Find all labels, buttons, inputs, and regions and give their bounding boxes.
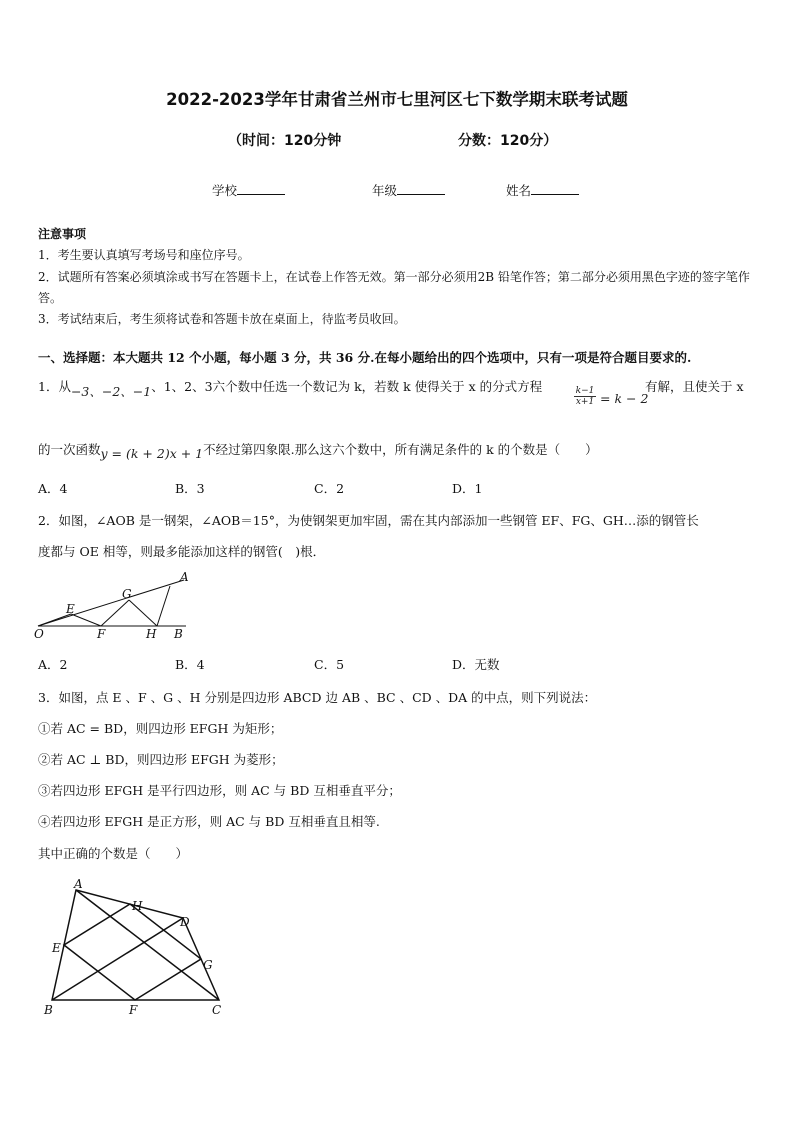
q1-choice-c[interactable]: C．2 bbox=[314, 481, 345, 496]
label-h: H bbox=[146, 627, 157, 641]
q2-choice-a[interactable]: A．2 bbox=[38, 657, 68, 672]
exam-score: 分数：120分） bbox=[458, 133, 558, 149]
q1-text-end: 有解，且使关于 x bbox=[645, 379, 744, 394]
q1-fraction bbox=[574, 386, 596, 407]
school-field bbox=[212, 181, 285, 199]
grade-blank bbox=[397, 182, 445, 195]
q2-choice-c[interactable]: C．5 bbox=[314, 657, 345, 672]
q1-frac-den: x+1 bbox=[575, 397, 595, 407]
grade-field bbox=[372, 181, 445, 199]
q2-figure bbox=[34, 568, 204, 642]
q1-line1 bbox=[38, 377, 543, 399]
notes-heading: 注意事项 bbox=[38, 227, 87, 241]
label-d: D bbox=[180, 915, 190, 929]
segment-ef bbox=[71, 614, 101, 626]
q2-line2: 度都与 OE 相等，则最多能添加这样的钢管( )根． bbox=[38, 544, 326, 559]
q3-statement-1: ①若 AC = BD，则四边形 EFGH 为矩形； bbox=[38, 721, 283, 736]
label-g: G bbox=[122, 587, 132, 601]
label-b: B bbox=[44, 1003, 53, 1017]
segment-fg bbox=[101, 600, 129, 626]
q1-line2 bbox=[38, 440, 598, 461]
exam-time: （时间：120分钟 bbox=[228, 133, 342, 149]
q2-choice-d[interactable]: D．无数 bbox=[452, 657, 500, 672]
q1-text: 不经过第四象限.那么这六个数中，所有满足条件的 k 的个数是（ ） bbox=[203, 442, 598, 457]
school-label: 学校 bbox=[212, 183, 238, 198]
q1-text: 1．从 bbox=[38, 379, 71, 394]
name-label: 姓名 bbox=[506, 183, 532, 198]
q2-line1: 2．如图，∠AOB 是一钢架，∠AOB＝15°，为使钢架更加牢固，需在其内部添加一些钢管 EF、FG、GH…添的钢管长 bbox=[38, 513, 699, 528]
q1-eq-rhs: = k − 2 bbox=[600, 391, 649, 406]
label-e: E bbox=[66, 602, 75, 616]
q1-choice-a[interactable]: A．4 bbox=[38, 481, 68, 496]
ray-oa bbox=[38, 580, 184, 626]
q3-line1: 3．如图，点 E 、F 、G 、H 分别是四边形 ABCD 边 AB 、BC 、CD 、DA 的中点，则下列说法： bbox=[38, 690, 597, 705]
section-heading: 一、选择题：本大题共 12 个小题，每小题 3 分，共 36 分.在每小题给出的四个选项中，只有一项是符合题目要求的. bbox=[38, 350, 692, 365]
q3-statement-2: ②若 AC ⊥ BD，则四边形 EFGH 为菱形； bbox=[38, 752, 284, 767]
name-blank bbox=[531, 182, 579, 195]
q1-text: 、1、2、3六个数中任选一个数记为 k，若数 k 使得关于 x 的分式方程 bbox=[151, 379, 543, 394]
note-item: 2．试题所有答案必须填涂或书写在答题卡上，在试卷上作答无效。第一部分必须用2B 铅笔作答；第二部分必须用黑色字迹的签字笔作答。 bbox=[38, 269, 750, 305]
name-field bbox=[506, 181, 579, 199]
segment-h-next bbox=[157, 586, 170, 626]
notes-block bbox=[38, 224, 760, 330]
label-f: F bbox=[129, 1003, 138, 1017]
page-title: 2022-2023学年甘肃省兰州市七里河区七下数学期末联考试题 bbox=[166, 90, 628, 109]
q1-function: y = (k + 2)x + 1 bbox=[100, 446, 204, 461]
label-g: G bbox=[203, 958, 213, 972]
label-a: A bbox=[74, 877, 83, 891]
diagonal-ac bbox=[76, 890, 219, 1000]
q3-statement-3: ③若四边形 EFGH 是平行四边形，则 AC 与 BD 互相垂直平分； bbox=[38, 783, 401, 798]
q3-figure bbox=[40, 876, 240, 1022]
note-item: 1．考生要认真填写考场号和座位序号。 bbox=[38, 248, 250, 263]
label-a: A bbox=[180, 570, 189, 584]
grade-label: 年级 bbox=[372, 183, 398, 198]
q1-choice-d[interactable]: D．1 bbox=[452, 481, 483, 496]
label-e: E bbox=[52, 941, 61, 955]
q1-nums: −3、−2、−1 bbox=[70, 384, 152, 399]
q1-frac-num: k−1 bbox=[575, 386, 595, 396]
segment-gh bbox=[129, 600, 157, 626]
q1-choice-b[interactable]: B．3 bbox=[175, 481, 205, 496]
label-o: O bbox=[34, 627, 44, 641]
label-f: F bbox=[97, 627, 106, 641]
note-item: 3．考试结束后，考生须将试卷和答题卡放在桌面上，待监考员收回。 bbox=[38, 312, 406, 327]
q3-question: 其中正确的个数是（ ） bbox=[38, 846, 189, 861]
label-h: H bbox=[132, 899, 143, 913]
q3-statement-4: ④若四边形 EFGH 是正方形，则 AC 与 BD 互相垂直且相等. bbox=[38, 814, 380, 829]
school-blank bbox=[237, 182, 285, 195]
label-b: B bbox=[174, 627, 183, 641]
q2-choice-b[interactable]: B．4 bbox=[175, 657, 205, 672]
label-c: C bbox=[212, 1003, 222, 1017]
q1-text: 的一次函数 bbox=[38, 442, 101, 457]
